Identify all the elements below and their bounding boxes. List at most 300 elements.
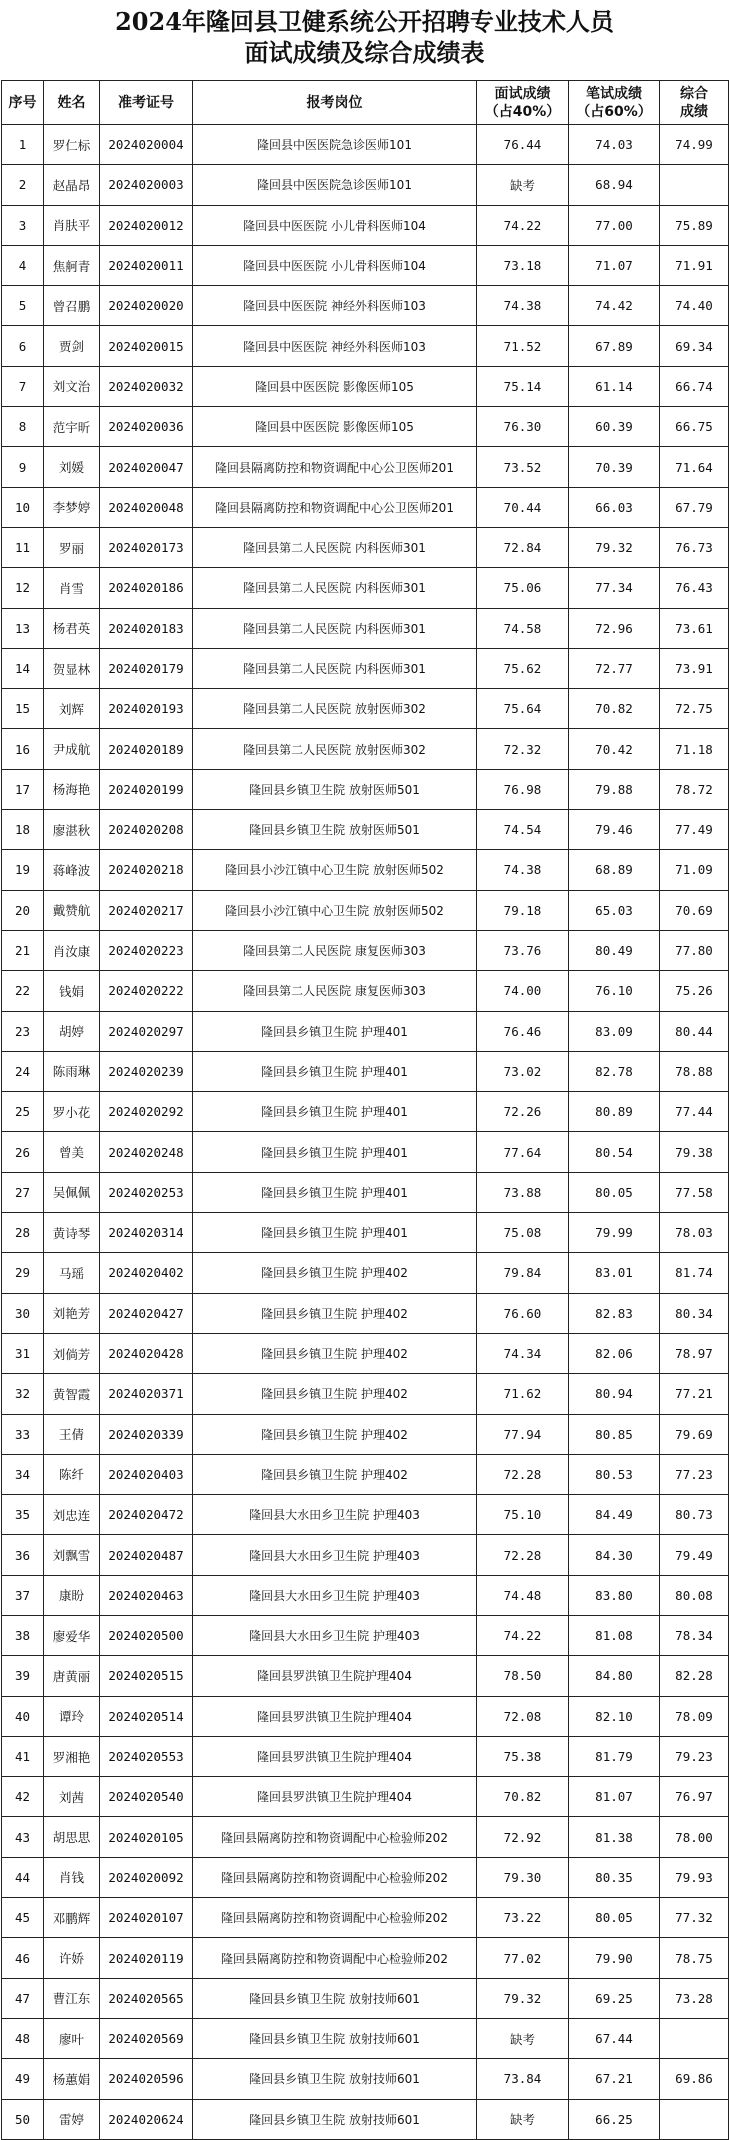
cell-ticket: 2024020208	[100, 810, 193, 850]
cell-name: 曹江东	[44, 1978, 100, 2018]
cell-ticket: 2024020223	[100, 930, 193, 970]
cell-total: 73.61	[660, 608, 729, 648]
cell-interview: 75.38	[477, 1736, 569, 1776]
cell-seq: 22	[2, 971, 44, 1011]
cell-interview: 73.18	[477, 245, 569, 285]
cell-total	[660, 2099, 729, 2139]
cell-name: 刘文治	[44, 366, 100, 406]
cell-post: 隆回县第二人民医院 内科医师301	[193, 608, 477, 648]
table-row	[2, 810, 729, 850]
cell-seq: 21	[2, 930, 44, 970]
cell-ticket: 2024020020	[100, 286, 193, 326]
cell-name: 马瑶	[44, 1253, 100, 1293]
cell-name: 贺显林	[44, 648, 100, 688]
cell-seq: 24	[2, 1051, 44, 1091]
cell-ticket: 2024020217	[100, 890, 193, 930]
cell-seq: 12	[2, 568, 44, 608]
cell-written: 82.83	[569, 1293, 660, 1333]
cell-written: 74.42	[569, 286, 660, 326]
cell-total: 77.80	[660, 930, 729, 970]
cell-ticket: 2024020253	[100, 1172, 193, 1212]
cell-total: 73.28	[660, 1978, 729, 2018]
cell-seq: 5	[2, 286, 44, 326]
cell-interview: 71.62	[477, 1374, 569, 1414]
cell-interview: 76.30	[477, 407, 569, 447]
cell-ticket: 2024020048	[100, 487, 193, 527]
cell-name: 贾剑	[44, 326, 100, 366]
cell-ticket: 2024020105	[100, 1817, 193, 1857]
cell-ticket: 2024020011	[100, 245, 193, 285]
cell-name: 王倩	[44, 1414, 100, 1454]
cell-interview: 74.00	[477, 971, 569, 1011]
cell-total: 71.91	[660, 245, 729, 285]
cell-interview: 74.38	[477, 850, 569, 890]
cell-interview: 75.64	[477, 689, 569, 729]
cell-written: 84.80	[569, 1656, 660, 1696]
cell-ticket: 2024020427	[100, 1293, 193, 1333]
cell-post: 隆回县中医医院 小儿骨科医师104	[193, 245, 477, 285]
cell-total: 77.32	[660, 1898, 729, 1938]
cell-post: 隆回县乡镇卫生院 放射技师601	[193, 2059, 477, 2099]
table-row	[2, 1777, 729, 1817]
cell-written: 79.32	[569, 527, 660, 567]
table-row	[2, 326, 729, 366]
cell-ticket: 2024020179	[100, 648, 193, 688]
table-row	[2, 971, 729, 1011]
cell-post: 隆回县隔离防控和物资调配中心检验师202	[193, 1898, 477, 1938]
cell-interview: 74.58	[477, 608, 569, 648]
cell-total: 80.34	[660, 1293, 729, 1333]
cell-ticket: 2024020047	[100, 447, 193, 487]
cell-interview: 缺考	[477, 2018, 569, 2058]
header-total	[660, 81, 729, 125]
cell-ticket: 2024020107	[100, 1898, 193, 1938]
cell-name: 雷婷	[44, 2099, 100, 2139]
table-row	[2, 205, 729, 245]
cell-name: 黄诗琴	[44, 1213, 100, 1253]
cell-post: 隆回县罗洪镇卫生院护理404	[193, 1777, 477, 1817]
table-row	[2, 608, 729, 648]
cell-written: 77.00	[569, 205, 660, 245]
cell-total: 78.72	[660, 769, 729, 809]
cell-name: 杨蕙娟	[44, 2059, 100, 2099]
cell-total: 77.23	[660, 1454, 729, 1494]
cell-ticket: 2024020314	[100, 1213, 193, 1253]
cell-interview: 72.26	[477, 1092, 569, 1132]
cell-ticket: 2024020596	[100, 2059, 193, 2099]
cell-post: 隆回县乡镇卫生院 护理401	[193, 1051, 477, 1091]
cell-seq: 14	[2, 648, 44, 688]
table-row	[2, 729, 729, 769]
cell-post: 隆回县中医医院 影像医师105	[193, 366, 477, 406]
cell-post: 隆回县隔离防控和物资调配中心公卫医师201	[193, 447, 477, 487]
cell-post: 隆回县中医医院 小儿骨科医师104	[193, 205, 477, 245]
table-row	[2, 1615, 729, 1655]
cell-total: 72.75	[660, 689, 729, 729]
cell-interview: 74.38	[477, 286, 569, 326]
cell-post: 隆回县罗洪镇卫生院护理404	[193, 1656, 477, 1696]
table-row	[2, 1293, 729, 1333]
cell-total: 76.43	[660, 568, 729, 608]
cell-written: 80.85	[569, 1414, 660, 1454]
table-row	[2, 1978, 729, 2018]
cell-interview: 77.94	[477, 1414, 569, 1454]
cell-name: 刘辉	[44, 689, 100, 729]
cell-total: 67.79	[660, 487, 729, 527]
header-post: 报考岗位	[193, 81, 477, 125]
cell-post: 隆回县乡镇卫生院 护理402	[193, 1293, 477, 1333]
cell-written: 84.49	[569, 1495, 660, 1535]
cell-interview: 73.22	[477, 1898, 569, 1938]
cell-interview: 73.88	[477, 1172, 569, 1212]
cell-written: 72.96	[569, 608, 660, 648]
cell-seq: 25	[2, 1092, 44, 1132]
cell-name: 刘艳芳	[44, 1293, 100, 1333]
cell-post: 隆回县第二人民医院 内科医师301	[193, 527, 477, 567]
table-row	[2, 930, 729, 970]
cell-post: 隆回县乡镇卫生院 护理401	[193, 1011, 477, 1051]
cell-post: 隆回县乡镇卫生院 护理402	[193, 1253, 477, 1293]
cell-written: 80.89	[569, 1092, 660, 1132]
cell-seq: 46	[2, 1938, 44, 1978]
cell-interview: 79.84	[477, 1253, 569, 1293]
cell-ticket: 2024020514	[100, 1696, 193, 1736]
cell-written: 72.77	[569, 648, 660, 688]
cell-ticket: 2024020015	[100, 326, 193, 366]
cell-written: 80.49	[569, 930, 660, 970]
cell-name: 钱娟	[44, 971, 100, 1011]
cell-total: 71.09	[660, 850, 729, 890]
cell-ticket: 2024020222	[100, 971, 193, 1011]
cell-name: 刘飘雪	[44, 1535, 100, 1575]
cell-interview: 72.28	[477, 1454, 569, 1494]
cell-written: 81.79	[569, 1736, 660, 1776]
cell-written: 81.07	[569, 1777, 660, 1817]
cell-interview: 70.82	[477, 1777, 569, 1817]
cell-interview: 76.98	[477, 769, 569, 809]
cell-post: 隆回县乡镇卫生院 放射技师601	[193, 2018, 477, 2058]
cell-interview: 79.30	[477, 1857, 569, 1897]
cell-interview: 78.50	[477, 1656, 569, 1696]
cell-post: 隆回县第二人民医院 康复医师303	[193, 971, 477, 1011]
cell-written: 79.46	[569, 810, 660, 850]
cell-name: 黄智霞	[44, 1374, 100, 1414]
cell-ticket: 2024020193	[100, 689, 193, 729]
cell-post: 隆回县大水田乡卫生院 护理403	[193, 1535, 477, 1575]
cell-ticket: 2024020472	[100, 1495, 193, 1535]
table-row	[2, 165, 729, 205]
cell-post: 隆回县第二人民医院 康复医师303	[193, 930, 477, 970]
cell-written: 70.42	[569, 729, 660, 769]
cell-name: 胡婷	[44, 1011, 100, 1051]
cell-ticket: 2024020553	[100, 1736, 193, 1776]
cell-seq: 17	[2, 769, 44, 809]
cell-seq: 43	[2, 1817, 44, 1857]
cell-post: 隆回县中医医院急诊医师101	[193, 125, 477, 165]
cell-total: 80.08	[660, 1575, 729, 1615]
cell-name: 罗仁标	[44, 125, 100, 165]
header-name: 姓名	[44, 81, 100, 125]
cell-written: 69.25	[569, 1978, 660, 2018]
table-row	[2, 2099, 729, 2139]
cell-name: 罗丽	[44, 527, 100, 567]
cell-written: 68.89	[569, 850, 660, 890]
cell-name: 刘媛	[44, 447, 100, 487]
table-row	[2, 1696, 729, 1736]
table-header-row	[2, 81, 729, 125]
cell-post: 隆回县隔离防控和物资调配中心公卫医师201	[193, 487, 477, 527]
table-row	[2, 1011, 729, 1051]
header-written-line1: 笔试成绩	[586, 85, 642, 102]
cell-written: 82.78	[569, 1051, 660, 1091]
table-row	[2, 1051, 729, 1091]
cell-written: 70.82	[569, 689, 660, 729]
cell-total: 77.44	[660, 1092, 729, 1132]
cell-total: 80.44	[660, 1011, 729, 1051]
table-row	[2, 1092, 729, 1132]
cell-interview: 71.52	[477, 326, 569, 366]
cell-post: 隆回县罗洪镇卫生院护理404	[193, 1696, 477, 1736]
cell-interview: 72.92	[477, 1817, 569, 1857]
cell-written: 83.01	[569, 1253, 660, 1293]
cell-interview: 75.10	[477, 1495, 569, 1535]
cell-seq: 48	[2, 2018, 44, 2058]
cell-post: 隆回县乡镇卫生院 放射医师501	[193, 810, 477, 850]
cell-ticket: 2024020218	[100, 850, 193, 890]
cell-total: 77.49	[660, 810, 729, 850]
cell-seq: 29	[2, 1253, 44, 1293]
cell-post: 隆回县中医医院 影像医师105	[193, 407, 477, 447]
cell-seq: 50	[2, 2099, 44, 2139]
table-row	[2, 487, 729, 527]
cell-total: 78.34	[660, 1615, 729, 1655]
table-row	[2, 407, 729, 447]
cell-total: 82.28	[660, 1656, 729, 1696]
cell-total: 81.74	[660, 1253, 729, 1293]
table-row	[2, 125, 729, 165]
table-row	[2, 1172, 729, 1212]
cell-post: 隆回县乡镇卫生院 护理401	[193, 1172, 477, 1212]
cell-interview: 76.46	[477, 1011, 569, 1051]
cell-seq: 11	[2, 527, 44, 567]
cell-seq: 19	[2, 850, 44, 890]
cell-ticket: 2024020515	[100, 1656, 193, 1696]
cell-ticket: 2024020500	[100, 1615, 193, 1655]
cell-written: 80.54	[569, 1132, 660, 1172]
cell-written: 79.99	[569, 1213, 660, 1253]
cell-written: 74.03	[569, 125, 660, 165]
table-row	[2, 890, 729, 930]
cell-interview: 72.28	[477, 1535, 569, 1575]
cell-name: 吴佩佩	[44, 1172, 100, 1212]
cell-post: 隆回县乡镇卫生院 放射医师501	[193, 769, 477, 809]
cell-name: 焦舸青	[44, 245, 100, 285]
cell-post: 隆回县乡镇卫生院 护理402	[193, 1414, 477, 1454]
cell-total: 71.18	[660, 729, 729, 769]
table-row	[2, 648, 729, 688]
cell-seq: 37	[2, 1575, 44, 1615]
cell-total: 79.49	[660, 1535, 729, 1575]
cell-written: 80.53	[569, 1454, 660, 1494]
cell-interview: 75.14	[477, 366, 569, 406]
cell-seq: 4	[2, 245, 44, 285]
cell-ticket: 2024020183	[100, 608, 193, 648]
cell-total: 78.97	[660, 1333, 729, 1373]
cell-post: 隆回县罗洪镇卫生院护理404	[193, 1736, 477, 1776]
cell-post: 隆回县隔离防控和物资调配中心检验师202	[193, 1817, 477, 1857]
cell-post: 隆回县乡镇卫生院 护理401	[193, 1213, 477, 1253]
cell-post: 隆回县乡镇卫生院 护理401	[193, 1132, 477, 1172]
cell-seq: 34	[2, 1454, 44, 1494]
cell-seq: 40	[2, 1696, 44, 1736]
cell-name: 肖钱	[44, 1857, 100, 1897]
cell-interview: 72.08	[477, 1696, 569, 1736]
cell-total: 69.86	[660, 2059, 729, 2099]
cell-name: 李梦婷	[44, 487, 100, 527]
cell-seq: 39	[2, 1656, 44, 1696]
cell-post: 隆回县隔离防控和物资调配中心检验师202	[193, 1857, 477, 1897]
cell-ticket: 2024020032	[100, 366, 193, 406]
cell-name: 罗小花	[44, 1092, 100, 1132]
table-row	[2, 2018, 729, 2058]
cell-ticket: 2024020004	[100, 125, 193, 165]
cell-interview: 缺考	[477, 2099, 569, 2139]
table-row	[2, 568, 729, 608]
cell-written: 80.35	[569, 1857, 660, 1897]
table-row	[2, 1333, 729, 1373]
cell-name: 廖叶	[44, 2018, 100, 2058]
cell-ticket: 2024020297	[100, 1011, 193, 1051]
cell-name: 陈雨琳	[44, 1051, 100, 1091]
cell-post: 隆回县乡镇卫生院 放射技师601	[193, 1978, 477, 2018]
cell-written: 60.39	[569, 407, 660, 447]
cell-ticket: 2024020569	[100, 2018, 193, 2058]
cell-post: 隆回县第二人民医院 内科医师301	[193, 648, 477, 688]
cell-total: 76.97	[660, 1777, 729, 1817]
cell-written: 68.94	[569, 165, 660, 205]
cell-interview: 77.02	[477, 1938, 569, 1978]
cell-seq: 23	[2, 1011, 44, 1051]
table-row	[2, 286, 729, 326]
cell-ticket: 2024020012	[100, 205, 193, 245]
cell-ticket: 2024020463	[100, 1575, 193, 1615]
cell-seq: 41	[2, 1736, 44, 1776]
cell-ticket: 2024020402	[100, 1253, 193, 1293]
cell-seq: 18	[2, 810, 44, 850]
table-row	[2, 1898, 729, 1938]
cell-ticket: 2024020189	[100, 729, 193, 769]
cell-seq: 20	[2, 890, 44, 930]
cell-interview: 74.34	[477, 1333, 569, 1373]
cell-post: 隆回县乡镇卫生院 护理402	[193, 1454, 477, 1494]
cell-written: 66.03	[569, 487, 660, 527]
cell-total: 79.69	[660, 1414, 729, 1454]
cell-name: 曾美	[44, 1132, 100, 1172]
cell-name: 谭玲	[44, 1696, 100, 1736]
cell-name: 杨君英	[44, 608, 100, 648]
cell-total: 79.38	[660, 1132, 729, 1172]
table-row	[2, 769, 729, 809]
cell-written: 71.07	[569, 245, 660, 285]
table-row	[2, 366, 729, 406]
cell-total: 78.09	[660, 1696, 729, 1736]
cell-ticket: 2024020239	[100, 1051, 193, 1091]
cell-post: 隆回县中医医院 神经外科医师103	[193, 326, 477, 366]
cell-name: 肖肤平	[44, 205, 100, 245]
header-interview-line2: （占40%）	[484, 103, 561, 120]
cell-name: 刘忠连	[44, 1495, 100, 1535]
table-row	[2, 447, 729, 487]
cell-ticket: 2024020173	[100, 527, 193, 567]
cell-total: 69.34	[660, 326, 729, 366]
cell-interview: 74.48	[477, 1575, 569, 1615]
cell-seq: 28	[2, 1213, 44, 1253]
cell-name: 蒋峰波	[44, 850, 100, 890]
cell-post: 隆回县乡镇卫生院 护理402	[193, 1333, 477, 1373]
cell-name: 胡思思	[44, 1817, 100, 1857]
cell-written: 67.21	[569, 2059, 660, 2099]
document-title	[0, 0, 729, 68]
cell-written: 80.05	[569, 1172, 660, 1212]
cell-seq: 44	[2, 1857, 44, 1897]
header-interview	[477, 81, 569, 125]
cell-total	[660, 165, 729, 205]
table-row	[2, 245, 729, 285]
cell-total: 73.91	[660, 648, 729, 688]
cell-seq: 26	[2, 1132, 44, 1172]
cell-written: 82.10	[569, 1696, 660, 1736]
cell-name: 廖湛秋	[44, 810, 100, 850]
table-row	[2, 1656, 729, 1696]
cell-name: 戴赞航	[44, 890, 100, 930]
cell-post: 隆回县第二人民医院 放射医师302	[193, 689, 477, 729]
cell-written: 80.94	[569, 1374, 660, 1414]
cell-seq: 38	[2, 1615, 44, 1655]
cell-seq: 47	[2, 1978, 44, 2018]
header-seq: 序号	[2, 81, 44, 125]
cell-interview: 74.22	[477, 1615, 569, 1655]
cell-total	[660, 2018, 729, 2058]
cell-seq: 16	[2, 729, 44, 769]
cell-ticket: 2024020036	[100, 407, 193, 447]
cell-interview: 75.06	[477, 568, 569, 608]
table-row	[2, 2059, 729, 2099]
header-total-line1: 综合	[680, 85, 708, 102]
cell-ticket: 2024020565	[100, 1978, 193, 2018]
cell-name: 刘倘芳	[44, 1333, 100, 1373]
cell-interview: 76.60	[477, 1293, 569, 1333]
cell-seq: 35	[2, 1495, 44, 1535]
cell-name: 唐黄丽	[44, 1656, 100, 1696]
header-ticket: 准考证号	[100, 81, 193, 125]
cell-name: 陈纤	[44, 1454, 100, 1494]
cell-written: 67.44	[569, 2018, 660, 2058]
title-line-2: 面试成绩及综合成绩表	[244, 38, 485, 67]
cell-total: 75.26	[660, 971, 729, 1011]
table-row	[2, 850, 729, 890]
cell-interview: 74.22	[477, 205, 569, 245]
cell-seq: 45	[2, 1898, 44, 1938]
cell-name: 赵晶昂	[44, 165, 100, 205]
table-row	[2, 1213, 729, 1253]
cell-total: 78.00	[660, 1817, 729, 1857]
cell-seq: 3	[2, 205, 44, 245]
cell-interview: 79.32	[477, 1978, 569, 2018]
cell-total: 78.75	[660, 1938, 729, 1978]
table-row	[2, 1414, 729, 1454]
cell-interview: 73.76	[477, 930, 569, 970]
cell-post: 隆回县乡镇卫生院 护理401	[193, 1092, 477, 1132]
